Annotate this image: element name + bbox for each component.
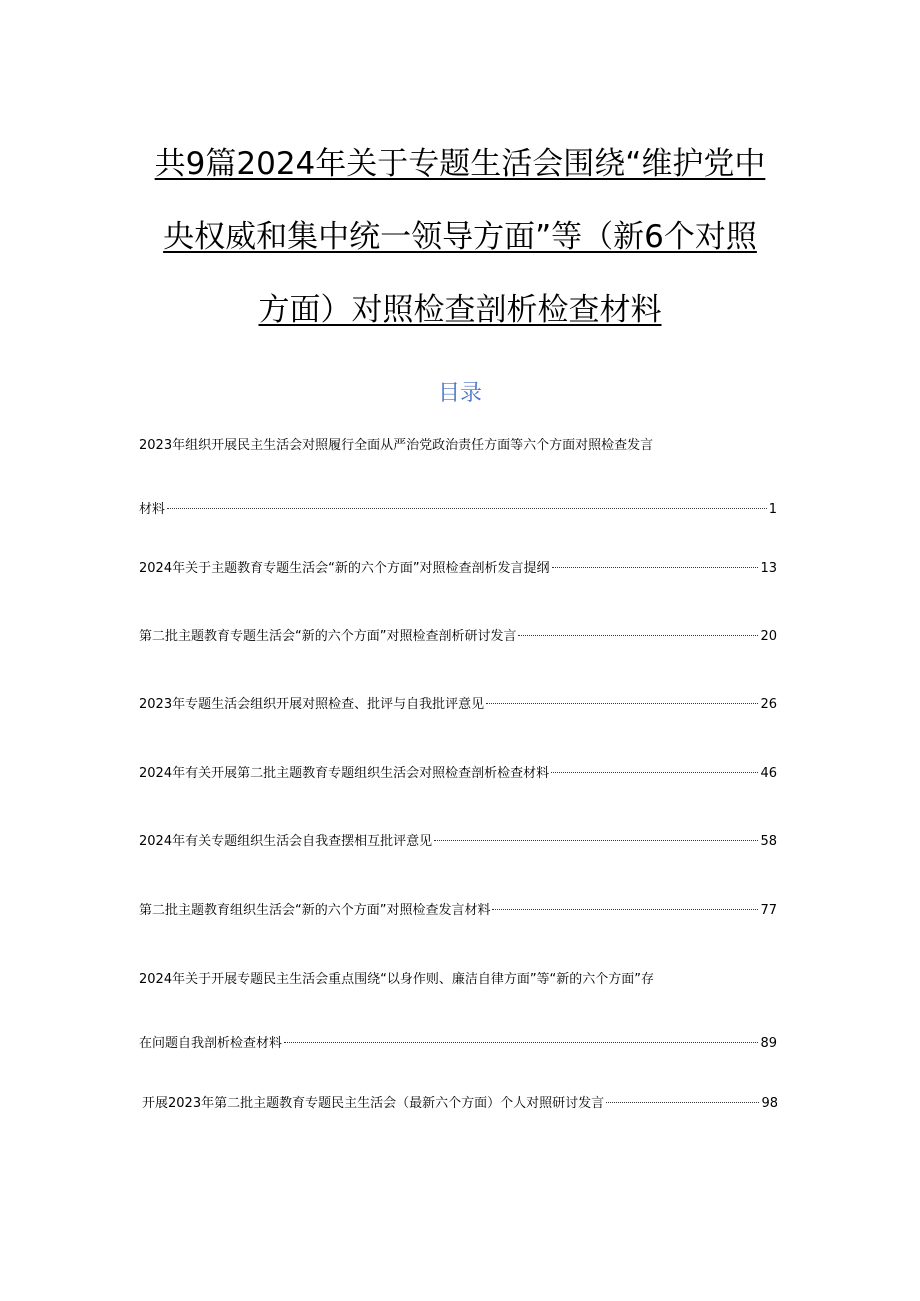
toc-entry-text: 第二批主题教育专题生活会“新的六个方面”对照检查剖析研讨发言	[139, 629, 517, 644]
toc-entry-8[interactable]	[139, 971, 777, 1053]
toc-entry-text: 开展2023年第二批主题教育专题民主生活会（最新六个方面）个人对照研讨发言	[142, 1096, 605, 1111]
dot-leader	[551, 772, 758, 773]
dot-leader	[434, 840, 758, 841]
toc-entry-text: 第二批主题教育组织生活会“新的六个方面”对照检查发言材料	[139, 903, 491, 918]
toc-entry-text-line2: 在问题自我剖析检查材料	[139, 1036, 283, 1051]
toc-page-number: 1	[768, 502, 777, 517]
toc-entry-text: 2024年有关专题组织生活会自我查摆相互批评意见	[139, 834, 433, 849]
title-line-3: 方面）对照检查剖析检查材料	[258, 292, 662, 328]
dot-leader	[486, 703, 758, 704]
toc-entry-text: 2024年有关开展第二批主题教育专题组织生活会对照检查剖析检查材料	[139, 766, 550, 781]
toc-entry-text-line1: 2023年组织开展民主生活会对照履行全面从严治党政治责任方面等六个方面对照检查发言	[139, 438, 654, 453]
dot-leader	[167, 508, 767, 509]
dot-leader	[518, 635, 758, 636]
toc-entry-9[interactable]	[142, 1095, 778, 1113]
toc-page-number: 20	[760, 629, 777, 644]
toc-entry-text: 2024年关于主题教育专题生活会“新的六个方面”对照检查剖析发言提纲	[139, 561, 550, 576]
toc-heading: 目录	[437, 381, 482, 406]
toc-page-number: 26	[760, 697, 777, 712]
toc-page-number: 46	[760, 766, 777, 781]
title-line-2: 央权威和集中统一领导方面”等（新6个对照	[163, 219, 757, 255]
title-line-1: 共9篇2024年关于专题生活会围绕“维护党中	[154, 146, 766, 182]
toc-page-number: 77	[760, 903, 777, 918]
dot-leader	[606, 1102, 759, 1103]
toc-page-number: 98	[761, 1096, 778, 1111]
dot-leader	[492, 909, 758, 910]
dot-leader	[284, 1042, 758, 1043]
toc-entry-text: 2023年专题生活会组织开展对照检查、批评与自我批评意见	[139, 697, 485, 712]
toc-entry-7[interactable]	[139, 902, 777, 920]
toc-entry-text-line2: 材料	[139, 502, 166, 517]
toc-page-number: 13	[760, 561, 777, 576]
toc-entry-5[interactable]	[139, 765, 777, 783]
toc-entry-3[interactable]	[139, 628, 777, 646]
document-title	[150, 128, 770, 347]
toc-entry-text-line1: 2024年关于开展专题民主生活会重点围绕“以身作则、廉洁自律方面”等“新的六个方面”存	[139, 972, 655, 987]
toc-entry-1[interactable]	[139, 437, 777, 519]
toc-entry-4[interactable]	[139, 696, 777, 714]
toc-page-number: 58	[760, 834, 777, 849]
dot-leader	[552, 567, 759, 568]
toc-page-number: 89	[760, 1036, 777, 1051]
toc-entry-2[interactable]	[139, 560, 777, 578]
toc-entry-6[interactable]	[139, 833, 777, 851]
